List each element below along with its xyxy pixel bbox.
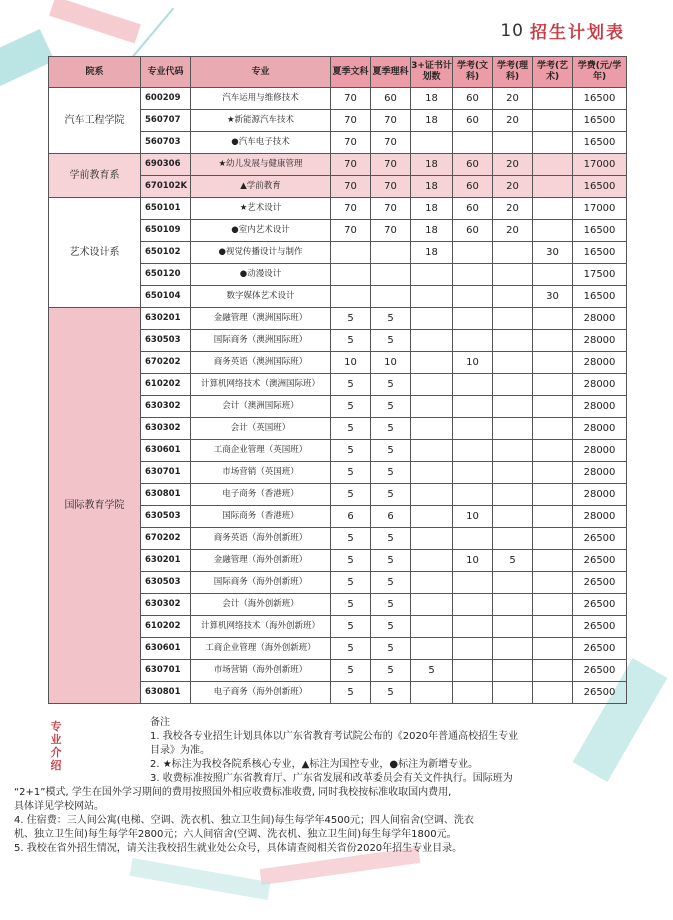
value-cell-fee: 28000 — [573, 484, 627, 506]
value-cell-xk-sci: 20 — [493, 154, 533, 176]
value-cell-fee: 26500 — [573, 572, 627, 594]
major-code-cell: 630601 — [141, 638, 191, 660]
value-cell-summer-arts — [331, 264, 371, 286]
value-cell-fee: 26500 — [573, 528, 627, 550]
value-cell-summer-sci: 5 — [371, 440, 411, 462]
value-cell-xk-arts: 60 — [453, 88, 493, 110]
value-cell-xk-arts — [453, 418, 493, 440]
value-cell-xk-art — [533, 110, 573, 132]
value-cell-xk-arts: 60 — [453, 176, 493, 198]
value-cell-cert — [411, 506, 453, 528]
value-cell-summer-sci: 70 — [371, 110, 411, 132]
major-code-cell: 630302 — [141, 594, 191, 616]
major-code-cell: 610202 — [141, 616, 191, 638]
major-name-cell: 数字媒体艺术设计 — [191, 286, 331, 308]
column-header: 3+证书计划数 — [411, 57, 453, 88]
value-cell-summer-arts: 70 — [331, 110, 371, 132]
value-cell-summer-sci: 6 — [371, 506, 411, 528]
major-code-cell: 650101 — [141, 198, 191, 220]
value-cell-xk-sci: 20 — [493, 220, 533, 242]
value-cell-fee: 26500 — [573, 616, 627, 638]
major-code-cell: 670202 — [141, 352, 191, 374]
value-cell-xk-arts: 60 — [453, 110, 493, 132]
value-cell-xk-arts — [453, 594, 493, 616]
value-cell-summer-arts: 70 — [331, 198, 371, 220]
value-cell-summer-arts: 5 — [331, 440, 371, 462]
table-row — [49, 154, 627, 176]
value-cell-xk-sci: 20 — [493, 198, 533, 220]
major-code-cell: 560707 — [141, 110, 191, 132]
major-code-cell: 630503 — [141, 506, 191, 528]
value-cell-xk-sci — [493, 242, 533, 264]
value-cell-cert — [411, 352, 453, 374]
major-name-cell: 汽车运用与维修技术 — [191, 88, 331, 110]
value-cell-xk-arts — [453, 638, 493, 660]
value-cell-xk-arts — [453, 330, 493, 352]
value-cell-cert — [411, 308, 453, 330]
value-cell-summer-sci: 5 — [371, 396, 411, 418]
value-cell-xk-sci — [493, 682, 533, 704]
value-cell-xk-sci — [493, 616, 533, 638]
value-cell-fee: 26500 — [573, 638, 627, 660]
value-cell-xk-art — [533, 198, 573, 220]
major-name-cell: 国际商务（澳洲国际班） — [191, 330, 331, 352]
value-cell-cert: 5 — [411, 660, 453, 682]
value-cell-xk-sci: 20 — [493, 110, 533, 132]
value-cell-fee: 16500 — [573, 110, 627, 132]
table-header-row — [49, 57, 627, 88]
major-code-cell: 630801 — [141, 484, 191, 506]
value-cell-summer-arts: 70 — [331, 154, 371, 176]
value-cell-xk-arts — [453, 616, 493, 638]
value-cell-xk-sci — [493, 594, 533, 616]
value-cell-fee: 16500 — [573, 88, 627, 110]
value-cell-fee: 16500 — [573, 132, 627, 154]
value-cell-cert: 18 — [411, 242, 453, 264]
major-code-cell: 630302 — [141, 396, 191, 418]
value-cell-xk-art: 30 — [533, 286, 573, 308]
major-code-cell: 630503 — [141, 572, 191, 594]
value-cell-fee: 16500 — [573, 176, 627, 198]
value-cell-summer-sci — [371, 286, 411, 308]
value-cell-summer-sci: 5 — [371, 308, 411, 330]
value-cell-xk-art — [533, 506, 573, 528]
value-cell-summer-sci: 10 — [371, 352, 411, 374]
note-4b: 机、独立卫生间)每生每学年2800元；六人间宿舍(空调、洗衣机、独立卫生间)每生每学年1800元。 — [14, 829, 457, 840]
value-cell-xk-art — [533, 660, 573, 682]
value-cell-xk-sci — [493, 638, 533, 660]
value-cell-cert — [411, 440, 453, 462]
value-cell-xk-sci — [493, 462, 533, 484]
value-cell-summer-sci: 60 — [371, 88, 411, 110]
note-3a: 3. 收费标准按照广东省教育厅、广东省发展和改革委员会有关文件执行。国际班为 — [150, 773, 513, 784]
value-cell-xk-sci — [493, 330, 533, 352]
decor-teal-strip — [0, 29, 55, 86]
value-cell-fee: 26500 — [573, 682, 627, 704]
value-cell-cert: 18 — [411, 154, 453, 176]
major-name-cell: 工商企业管理（海外创新班） — [191, 638, 331, 660]
major-name-cell: 国际商务（海外创新班） — [191, 572, 331, 594]
value-cell-cert — [411, 330, 453, 352]
value-cell-xk-art — [533, 352, 573, 374]
value-cell-summer-arts: 5 — [331, 616, 371, 638]
major-code-cell: 630201 — [141, 308, 191, 330]
value-cell-cert — [411, 682, 453, 704]
major-name-cell: 会计（海外创新班） — [191, 594, 331, 616]
value-cell-summer-sci: 5 — [371, 462, 411, 484]
value-cell-fee: 16500 — [573, 242, 627, 264]
value-cell-summer-sci: 5 — [371, 638, 411, 660]
notes-heading: 备注 — [150, 717, 170, 728]
value-cell-xk-sci — [493, 506, 533, 528]
value-cell-xk-art — [533, 616, 573, 638]
value-cell-summer-arts: 6 — [331, 506, 371, 528]
note-3b: “2+1”模式, 学生在国外学习期间的费用按照国外相应收费标准收费, 同时我校按标准收取国内费用, — [14, 787, 452, 798]
value-cell-summer-arts: 70 — [331, 220, 371, 242]
value-cell-fee: 28000 — [573, 396, 627, 418]
value-cell-summer-sci: 70 — [371, 154, 411, 176]
major-code-cell: 650120 — [141, 264, 191, 286]
value-cell-cert — [411, 616, 453, 638]
value-cell-xk-sci — [493, 374, 533, 396]
value-cell-fee: 28000 — [573, 374, 627, 396]
value-cell-cert — [411, 594, 453, 616]
major-name-cell: ●汽车电子技术 — [191, 132, 331, 154]
value-cell-xk-art — [533, 638, 573, 660]
major-name-cell: 市场营销（英国班） — [191, 462, 331, 484]
value-cell-fee: 28000 — [573, 330, 627, 352]
major-name-cell: ●动漫设计 — [191, 264, 331, 286]
value-cell-summer-arts: 5 — [331, 462, 371, 484]
value-cell-summer-arts: 5 — [331, 528, 371, 550]
decor-pink-strip — [49, 0, 141, 43]
major-name-cell: 国际商务（香港班） — [191, 506, 331, 528]
column-header: 学考(文科) — [453, 57, 493, 88]
major-code-cell: 670102K — [141, 176, 191, 198]
value-cell-summer-arts: 5 — [331, 682, 371, 704]
value-cell-fee: 26500 — [573, 550, 627, 572]
value-cell-summer-sci: 70 — [371, 220, 411, 242]
value-cell-xk-art — [533, 418, 573, 440]
value-cell-xk-art — [533, 572, 573, 594]
value-cell-summer-sci — [371, 264, 411, 286]
major-name-cell: ★新能源汽车技术 — [191, 110, 331, 132]
value-cell-xk-sci — [493, 528, 533, 550]
value-cell-xk-arts — [453, 308, 493, 330]
value-cell-xk-art — [533, 462, 573, 484]
value-cell-summer-arts: 5 — [331, 330, 371, 352]
column-header: 专业 — [191, 57, 331, 88]
table-row — [49, 198, 627, 220]
value-cell-summer-arts: 70 — [331, 132, 371, 154]
side-label: 专业介绍 — [50, 720, 62, 772]
note-2: 2. ★标注为我校各院系核心专业，▲标注为国控专业，●标注为新增专业。 — [150, 759, 479, 770]
major-code-cell: 630601 — [141, 440, 191, 462]
value-cell-summer-arts: 5 — [331, 660, 371, 682]
value-cell-xk-sci: 20 — [493, 176, 533, 198]
value-cell-xk-sci — [493, 132, 533, 154]
value-cell-xk-sci — [493, 572, 533, 594]
page-number: 10 — [500, 20, 524, 41]
major-name-cell: 工商企业管理（英国班） — [191, 440, 331, 462]
major-name-cell: ★艺术设计 — [191, 198, 331, 220]
value-cell-cert — [411, 638, 453, 660]
value-cell-xk-art — [533, 484, 573, 506]
value-cell-xk-sci — [493, 352, 533, 374]
value-cell-xk-art — [533, 440, 573, 462]
major-name-cell: 计算机网络技术（海外创新班） — [191, 616, 331, 638]
major-name-cell: 电子商务（海外创新班） — [191, 682, 331, 704]
value-cell-fee: 16500 — [573, 286, 627, 308]
major-code-cell: 630503 — [141, 330, 191, 352]
value-cell-cert — [411, 550, 453, 572]
value-cell-fee: 17000 — [573, 154, 627, 176]
value-cell-summer-arts: 70 — [331, 176, 371, 198]
value-cell-xk-arts — [453, 132, 493, 154]
value-cell-summer-arts: 5 — [331, 638, 371, 660]
decor-teal-strip-bottom — [130, 858, 271, 900]
value-cell-xk-art — [533, 374, 573, 396]
column-header: 夏季理科 — [371, 57, 411, 88]
value-cell-summer-arts: 5 — [331, 308, 371, 330]
value-cell-xk-arts: 60 — [453, 198, 493, 220]
column-header: 学考(艺术) — [533, 57, 573, 88]
value-cell-summer-sci — [371, 242, 411, 264]
value-cell-xk-art: 30 — [533, 242, 573, 264]
value-cell-xk-sci — [493, 484, 533, 506]
value-cell-summer-arts: 5 — [331, 396, 371, 418]
department-cell: 学前教育系 — [49, 154, 141, 198]
value-cell-xk-sci — [493, 396, 533, 418]
value-cell-cert — [411, 484, 453, 506]
value-cell-cert: 18 — [411, 198, 453, 220]
value-cell-xk-sci — [493, 660, 533, 682]
value-cell-xk-arts — [453, 528, 493, 550]
value-cell-summer-sci: 5 — [371, 594, 411, 616]
value-cell-fee: 28000 — [573, 352, 627, 374]
note-1a: 1. 我校各专业招生计划具体以广东省教育考试院公布的《2020年普通高校招生专业 — [150, 731, 519, 742]
value-cell-xk-arts — [453, 374, 493, 396]
value-cell-xk-arts — [453, 264, 493, 286]
value-cell-summer-sci: 70 — [371, 176, 411, 198]
major-code-cell: 650104 — [141, 286, 191, 308]
value-cell-xk-arts: 10 — [453, 506, 493, 528]
value-cell-xk-art — [533, 594, 573, 616]
note-4a: 4. 住宿费：三人间公寓(电梯、空调、洗衣机、独立卫生间)每生每学年4500元；四人间宿舍(空调、洗衣 — [14, 815, 474, 826]
value-cell-xk-arts — [453, 286, 493, 308]
department-cell: 汽车工程学院 — [49, 88, 141, 154]
major-name-cell: ●视觉传播设计与制作 — [191, 242, 331, 264]
value-cell-fee: 26500 — [573, 594, 627, 616]
value-cell-summer-sci: 5 — [371, 550, 411, 572]
value-cell-xk-arts — [453, 660, 493, 682]
major-code-cell: 560703 — [141, 132, 191, 154]
major-code-cell: 610202 — [141, 374, 191, 396]
value-cell-cert — [411, 132, 453, 154]
value-cell-cert — [411, 418, 453, 440]
value-cell-fee: 17500 — [573, 264, 627, 286]
value-cell-xk-sci: 5 — [493, 550, 533, 572]
value-cell-summer-arts: 5 — [331, 418, 371, 440]
value-cell-summer-arts: 10 — [331, 352, 371, 374]
major-name-cell: 电子商务（香港班） — [191, 484, 331, 506]
value-cell-summer-arts: 5 — [331, 484, 371, 506]
value-cell-summer-arts — [331, 242, 371, 264]
column-header: 专业代码 — [141, 57, 191, 88]
value-cell-xk-art — [533, 396, 573, 418]
major-name-cell: 市场营销（海外创新班） — [191, 660, 331, 682]
value-cell-summer-sci: 5 — [371, 330, 411, 352]
department-cell: 国际教育学院 — [49, 308, 141, 704]
major-name-cell: 会计（英国班） — [191, 418, 331, 440]
value-cell-summer-arts: 5 — [331, 594, 371, 616]
major-code-cell: 630701 — [141, 462, 191, 484]
column-header: 学考(理科) — [493, 57, 533, 88]
value-cell-summer-sci: 5 — [371, 374, 411, 396]
value-cell-xk-arts: 60 — [453, 220, 493, 242]
value-cell-xk-art — [533, 176, 573, 198]
value-cell-summer-sci: 5 — [371, 418, 411, 440]
value-cell-summer-sci: 5 — [371, 484, 411, 506]
value-cell-summer-arts: 5 — [331, 374, 371, 396]
major-name-cell: 会计（澳洲国际班） — [191, 396, 331, 418]
value-cell-xk-arts — [453, 396, 493, 418]
value-cell-xk-arts — [453, 242, 493, 264]
value-cell-summer-arts: 5 — [331, 550, 371, 572]
major-code-cell: 690306 — [141, 154, 191, 176]
major-code-cell: 650109 — [141, 220, 191, 242]
major-name-cell: 金融管理（澳洲国际班） — [191, 308, 331, 330]
enrollment-plan-table — [48, 56, 627, 704]
value-cell-summer-sci: 70 — [371, 132, 411, 154]
major-code-cell: 630201 — [141, 550, 191, 572]
value-cell-cert: 18 — [411, 176, 453, 198]
value-cell-cert — [411, 374, 453, 396]
value-cell-cert — [411, 264, 453, 286]
value-cell-fee: 28000 — [573, 418, 627, 440]
department-cell: 艺术设计系 — [49, 198, 141, 308]
value-cell-cert — [411, 286, 453, 308]
value-cell-xk-arts — [453, 440, 493, 462]
value-cell-cert — [411, 396, 453, 418]
value-cell-xk-art — [533, 308, 573, 330]
value-cell-cert: 18 — [411, 220, 453, 242]
value-cell-summer-sci: 5 — [371, 528, 411, 550]
column-header: 院系 — [49, 57, 141, 88]
table-row — [49, 88, 627, 110]
value-cell-cert: 18 — [411, 110, 453, 132]
value-cell-xk-art — [533, 132, 573, 154]
value-cell-fee: 28000 — [573, 462, 627, 484]
major-name-cell: 商务英语（澳洲国际班） — [191, 352, 331, 374]
value-cell-xk-arts — [453, 682, 493, 704]
value-cell-cert — [411, 528, 453, 550]
value-cell-xk-arts: 10 — [453, 550, 493, 572]
value-cell-summer-sci: 5 — [371, 682, 411, 704]
value-cell-xk-art — [533, 88, 573, 110]
value-cell-cert: 18 — [411, 88, 453, 110]
page-header — [500, 18, 625, 43]
major-name-cell: 计算机网络技术（澳洲国际班） — [191, 374, 331, 396]
value-cell-fee: 16500 — [573, 220, 627, 242]
major-name-cell: 金融管理（海外创新班） — [191, 550, 331, 572]
value-cell-summer-sci: 5 — [371, 572, 411, 594]
value-cell-summer-sci: 5 — [371, 616, 411, 638]
value-cell-xk-sci — [493, 264, 533, 286]
major-name-cell: ▲学前教育 — [191, 176, 331, 198]
major-code-cell: 670202 — [141, 528, 191, 550]
value-cell-summer-arts: 70 — [331, 88, 371, 110]
value-cell-xk-arts — [453, 484, 493, 506]
major-code-cell: 630701 — [141, 660, 191, 682]
value-cell-xk-art — [533, 528, 573, 550]
value-cell-xk-art — [533, 682, 573, 704]
value-cell-xk-art — [533, 154, 573, 176]
value-cell-xk-sci — [493, 308, 533, 330]
value-cell-xk-art — [533, 330, 573, 352]
value-cell-xk-sci — [493, 440, 533, 462]
value-cell-xk-art — [533, 220, 573, 242]
value-cell-xk-arts — [453, 462, 493, 484]
value-cell-fee: 28000 — [573, 506, 627, 528]
value-cell-fee: 28000 — [573, 440, 627, 462]
value-cell-xk-sci — [493, 418, 533, 440]
value-cell-summer-arts — [331, 286, 371, 308]
table-body — [49, 88, 627, 704]
value-cell-xk-arts: 10 — [453, 352, 493, 374]
major-code-cell: 600209 — [141, 88, 191, 110]
value-cell-xk-art — [533, 550, 573, 572]
value-cell-fee: 26500 — [573, 660, 627, 682]
value-cell-summer-sci: 70 — [371, 198, 411, 220]
major-name-cell: ●室内艺术设计 — [191, 220, 331, 242]
value-cell-summer-sci: 5 — [371, 660, 411, 682]
column-header: 学费(元/学年) — [573, 57, 627, 88]
notes-section — [14, 716, 624, 856]
major-name-cell: ★幼儿发展与健康管理 — [191, 154, 331, 176]
value-cell-fee: 28000 — [573, 308, 627, 330]
value-cell-cert — [411, 572, 453, 594]
value-cell-fee: 17000 — [573, 198, 627, 220]
major-code-cell: 630801 — [141, 682, 191, 704]
value-cell-xk-sci: 20 — [493, 88, 533, 110]
value-cell-xk-arts: 60 — [453, 154, 493, 176]
major-code-cell: 650102 — [141, 242, 191, 264]
value-cell-cert — [411, 462, 453, 484]
value-cell-xk-sci — [493, 286, 533, 308]
note-1b: 目录》为准。 — [150, 745, 210, 756]
major-name-cell: 商务英语（海外创新班） — [191, 528, 331, 550]
note-3c: 具体详见学校网站。 — [14, 801, 104, 812]
note-5: 5. 我校在省外招生情况，请关注我校招生就业处公众号，具体请查阅相关省份2020年招生专业目录。 — [14, 843, 463, 854]
value-cell-xk-arts — [453, 572, 493, 594]
page-title: 招生计划表 — [530, 23, 625, 43]
column-header: 夏季文科 — [331, 57, 371, 88]
major-code-cell: 630302 — [141, 418, 191, 440]
value-cell-xk-art — [533, 264, 573, 286]
value-cell-summer-arts: 5 — [331, 572, 371, 594]
table-row — [49, 308, 627, 330]
